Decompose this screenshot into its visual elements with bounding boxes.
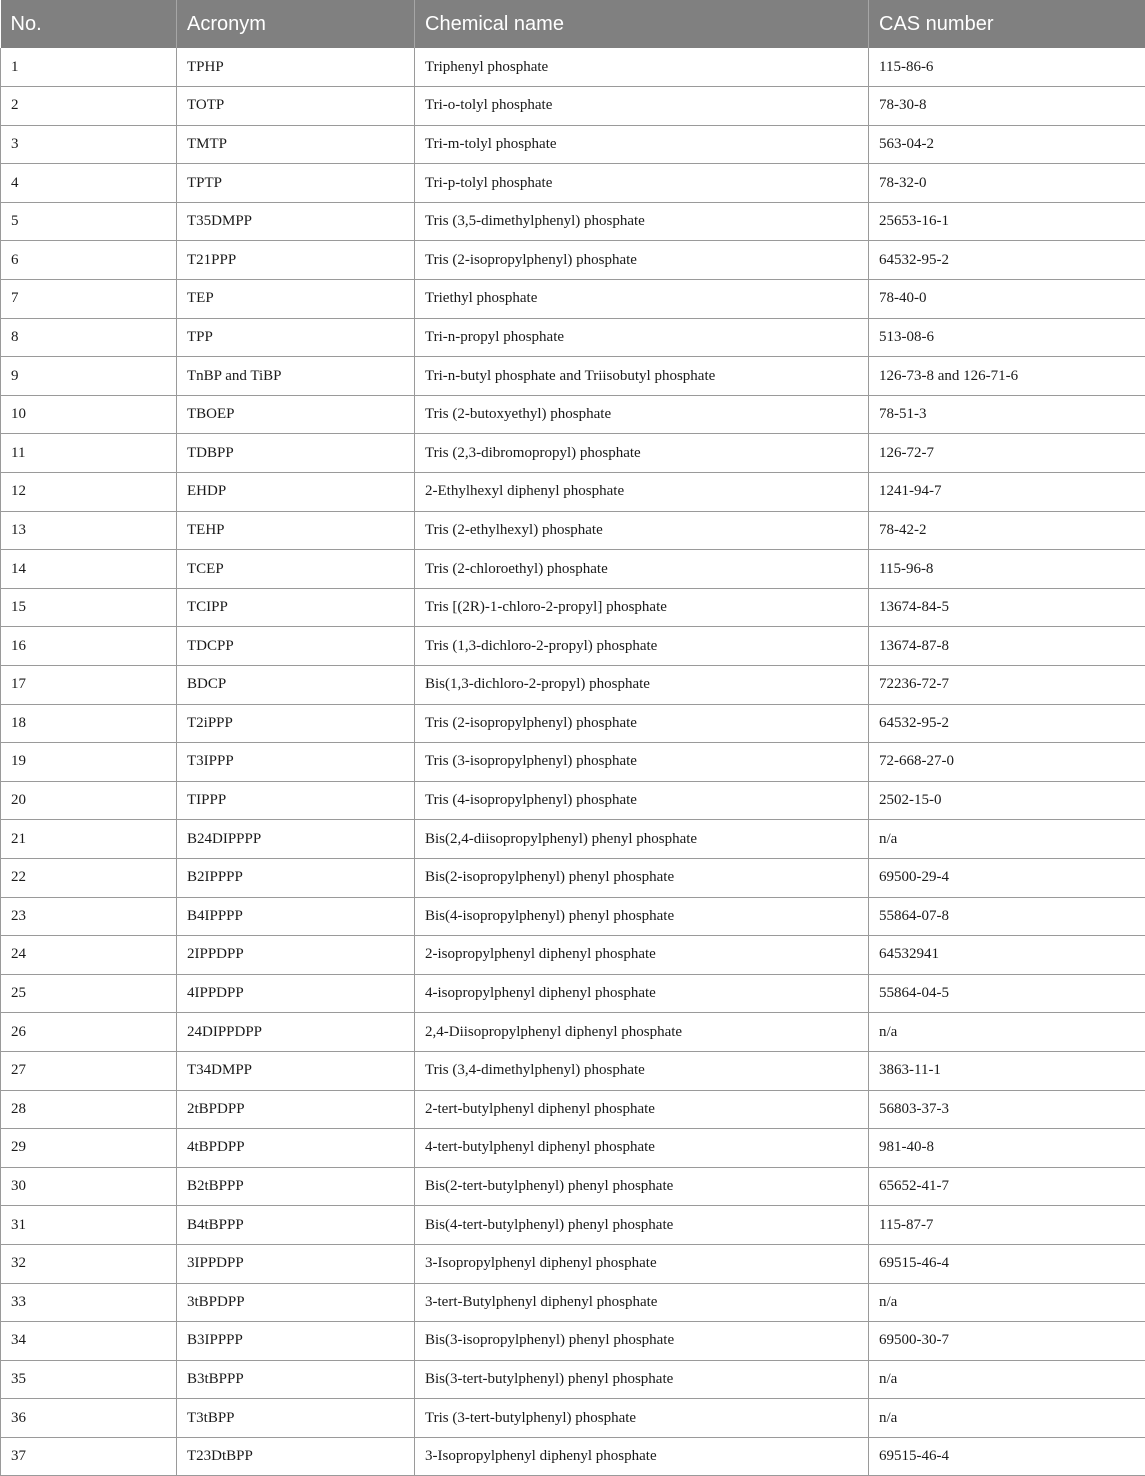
cell-cas-number: 78-30-8 [869,87,1145,126]
cell-acronym: TEHP [177,511,415,550]
cell-no: 32 [1,1244,177,1283]
cell-no: 18 [1,704,177,743]
table-row [1,202,1145,241]
cell-chemical-name: Bis(4-isopropylphenyl) phenyl phosphate [415,897,869,936]
table-row [1,357,1145,396]
header-cas-number: CAS number [869,0,1145,48]
cell-chemical-name: Tris (2-chloroethyl) phosphate [415,550,869,589]
table-row [1,511,1145,550]
table-row [1,858,1145,897]
cell-cas-number: 513-08-6 [869,318,1145,357]
cell-cas-number: 65652-41-7 [869,1167,1145,1206]
cell-no: 30 [1,1167,177,1206]
cell-no: 6 [1,241,177,280]
cell-acronym: T23DtBPP [177,1437,415,1476]
cell-acronym: B3IPPPP [177,1322,415,1361]
cell-cas-number: 69515-46-4 [869,1437,1145,1476]
cell-no: 37 [1,1437,177,1476]
cell-chemical-name: Tri-n-propyl phosphate [415,318,869,357]
cell-chemical-name: 3-Isopropylphenyl diphenyl phosphate [415,1437,869,1476]
cell-chemical-name: Tris (2,3-dibromopropyl) phosphate [415,434,869,473]
cell-acronym: T34DMPP [177,1051,415,1090]
cell-acronym: T2iPPP [177,704,415,743]
cell-chemical-name: Tris (2-ethylhexyl) phosphate [415,511,869,550]
cell-cas-number: 981-40-8 [869,1129,1145,1168]
cell-no: 29 [1,1129,177,1168]
cell-acronym: 3tBPDPP [177,1283,415,1322]
cell-chemical-name: Bis(1,3-dichloro-2-propyl) phosphate [415,666,869,705]
cell-acronym: TDCPP [177,627,415,666]
cell-no: 19 [1,743,177,782]
table-row [1,87,1145,126]
cell-acronym: TBOEP [177,395,415,434]
cell-cas-number: 72236-72-7 [869,666,1145,705]
cell-acronym: TPHP [177,48,415,87]
cell-cas-number: 78-32-0 [869,164,1145,203]
cell-no: 11 [1,434,177,473]
cell-acronym: 3IPPDPP [177,1244,415,1283]
cell-chemical-name: Tris (4-isopropylphenyl) phosphate [415,781,869,820]
table-row [1,1399,1145,1438]
cell-acronym: 2tBPDPP [177,1090,415,1129]
cell-no: 16 [1,627,177,666]
table-row [1,936,1145,975]
cell-chemical-name: Tri-m-tolyl phosphate [415,125,869,164]
cell-cas-number: 78-51-3 [869,395,1145,434]
cell-cas-number: 563-04-2 [869,125,1145,164]
cell-no: 36 [1,1399,177,1438]
cell-chemical-name: 2-tert-butylphenyl diphenyl phosphate [415,1090,869,1129]
header-row [1,0,1145,48]
cell-cas-number: 13674-87-8 [869,627,1145,666]
cell-cas-number: 72-668-27-0 [869,743,1145,782]
cell-acronym: T21PPP [177,241,415,280]
cell-no: 26 [1,1013,177,1052]
table-row [1,704,1145,743]
cell-acronym: 24DIPPDPP [177,1013,415,1052]
cell-chemical-name: Tris (2-isopropylphenyl) phosphate [415,241,869,280]
cell-chemical-name: 2,4-Diisopropylphenyl diphenyl phosphate [415,1013,869,1052]
table-row [1,164,1145,203]
cell-no: 14 [1,550,177,589]
cell-chemical-name: 2-isopropylphenyl diphenyl phosphate [415,936,869,975]
cell-no: 23 [1,897,177,936]
cell-cas-number: 69515-46-4 [869,1244,1145,1283]
cell-cas-number: 55864-07-8 [869,897,1145,936]
cell-no: 22 [1,858,177,897]
cell-cas-number: n/a [869,1360,1145,1399]
cell-cas-number: 64532-95-2 [869,241,1145,280]
cell-no: 5 [1,202,177,241]
cell-no: 8 [1,318,177,357]
table-row [1,550,1145,589]
cell-chemical-name: Tri-n-butyl phosphate and Triisobutyl phosphate [415,357,869,396]
cell-no: 1 [1,48,177,87]
cell-chemical-name: Tris (2-butoxyethyl) phosphate [415,395,869,434]
cell-chemical-name: Tris (3,4-dimethylphenyl) phosphate [415,1051,869,1090]
table-row [1,1129,1145,1168]
table-row [1,1437,1145,1476]
cell-no: 12 [1,473,177,512]
cell-no: 7 [1,280,177,319]
cell-chemical-name: Tris (2-isopropylphenyl) phosphate [415,704,869,743]
cell-no: 28 [1,1090,177,1129]
cell-no: 24 [1,936,177,975]
cell-acronym: TDBPP [177,434,415,473]
cell-cas-number: 13674-84-5 [869,588,1145,627]
cell-acronym: B24DIPPPP [177,820,415,859]
cell-chemical-name: Bis(4-tert-butylphenyl) phenyl phosphate [415,1206,869,1245]
table-row [1,318,1145,357]
cell-chemical-name: Tris (3-tert-butylphenyl) phosphate [415,1399,869,1438]
cell-acronym: TnBP and TiBP [177,357,415,396]
cell-acronym: TIPPP [177,781,415,820]
cell-chemical-name: Triethyl phosphate [415,280,869,319]
cell-no: 4 [1,164,177,203]
table-row [1,48,1145,87]
cell-acronym: T3IPPP [177,743,415,782]
table-row [1,820,1145,859]
cell-acronym: TEP [177,280,415,319]
table-row [1,1283,1145,1322]
cell-no: 13 [1,511,177,550]
header-no: No. [1,0,177,48]
table-row [1,897,1145,936]
table-row [1,666,1145,705]
table-row [1,974,1145,1013]
cell-acronym: B2IPPPP [177,858,415,897]
cell-acronym: TCEP [177,550,415,589]
cell-cas-number: 64532-95-2 [869,704,1145,743]
cell-acronym: B2tBPPP [177,1167,415,1206]
cell-chemical-name: 4-tert-butylphenyl diphenyl phosphate [415,1129,869,1168]
cell-cas-number: 64532941 [869,936,1145,975]
cell-cas-number: n/a [869,1013,1145,1052]
cell-no: 15 [1,588,177,627]
table-row [1,1244,1145,1283]
cell-chemical-name: 4-isopropylphenyl diphenyl phosphate [415,974,869,1013]
cell-cas-number: 25653-16-1 [869,202,1145,241]
table-row [1,1206,1145,1245]
header-acronym: Acronym [177,0,415,48]
cell-acronym: 4tBPDPP [177,1129,415,1168]
table-row [1,1013,1145,1052]
cell-cas-number: n/a [869,1283,1145,1322]
cell-chemical-name: 2-Ethylhexyl diphenyl phosphate [415,473,869,512]
cell-chemical-name: Tris (3,5-dimethylphenyl) phosphate [415,202,869,241]
cell-cas-number: 115-87-7 [869,1206,1145,1245]
cell-no: 2 [1,87,177,126]
cell-no: 10 [1,395,177,434]
cell-chemical-name: Bis(3-isopropylphenyl) phenyl phosphate [415,1322,869,1361]
cell-no: 31 [1,1206,177,1245]
cell-acronym: T3tBPP [177,1399,415,1438]
cell-no: 17 [1,666,177,705]
table-row [1,1051,1145,1090]
cell-acronym: EHDP [177,473,415,512]
cell-cas-number: n/a [869,820,1145,859]
cell-acronym: TOTP [177,87,415,126]
cell-no: 20 [1,781,177,820]
cell-chemical-name: Tris [(2R)-1-chloro-2-propyl] phosphate [415,588,869,627]
table-row [1,280,1145,319]
cell-cas-number: 56803-37-3 [869,1090,1145,1129]
cell-cas-number: 55864-04-5 [869,974,1145,1013]
table-row [1,743,1145,782]
cell-chemical-name: Bis(3-tert-butylphenyl) phenyl phosphate [415,1360,869,1399]
table-row [1,1167,1145,1206]
cell-chemical-name: 3-tert-Butylphenyl diphenyl phosphate [415,1283,869,1322]
table-row [1,125,1145,164]
header-chemical-name: Chemical name [415,0,869,48]
cell-acronym: B4tBPPP [177,1206,415,1245]
cell-cas-number: 78-40-0 [869,280,1145,319]
cell-no: 21 [1,820,177,859]
table-row [1,434,1145,473]
cell-cas-number: 1241-94-7 [869,473,1145,512]
cell-acronym: TPTP [177,164,415,203]
cell-no: 3 [1,125,177,164]
cell-chemical-name: Tri-o-tolyl phosphate [415,87,869,126]
table-row [1,1360,1145,1399]
table-body [1,48,1145,1476]
table-row [1,627,1145,666]
cell-cas-number: 69500-29-4 [869,858,1145,897]
cell-no: 34 [1,1322,177,1361]
cell-cas-number: 115-86-6 [869,48,1145,87]
table-row [1,781,1145,820]
table-row [1,1322,1145,1361]
cell-cas-number: 69500-30-7 [869,1322,1145,1361]
cell-no: 25 [1,974,177,1013]
cell-acronym: B4IPPPP [177,897,415,936]
table-header [1,0,1145,48]
cell-cas-number: 115-96-8 [869,550,1145,589]
cell-chemical-name: Triphenyl phosphate [415,48,869,87]
cell-cas-number: 126-72-7 [869,434,1145,473]
cell-acronym: TMTP [177,125,415,164]
cell-cas-number: 2502-15-0 [869,781,1145,820]
cell-chemical-name: Bis(2-tert-butylphenyl) phenyl phosphate [415,1167,869,1206]
cell-cas-number: n/a [869,1399,1145,1438]
cell-acronym: T35DMPP [177,202,415,241]
cell-chemical-name: Tris (1,3-dichloro-2-propyl) phosphate [415,627,869,666]
cell-acronym: B3tBPPP [177,1360,415,1399]
cell-acronym: TPP [177,318,415,357]
cell-no: 27 [1,1051,177,1090]
cell-cas-number: 126-73-8 and 126-71-6 [869,357,1145,396]
cell-cas-number: 78-42-2 [869,511,1145,550]
cell-no: 35 [1,1360,177,1399]
table-row [1,588,1145,627]
cell-chemical-name: Bis(2,4-diisopropylphenyl) phenyl phosphate [415,820,869,859]
cell-acronym: TCIPP [177,588,415,627]
table-row [1,395,1145,434]
cell-chemical-name: 3-Isopropylphenyl diphenyl phosphate [415,1244,869,1283]
cell-chemical-name: Tri-p-tolyl phosphate [415,164,869,203]
cell-no: 9 [1,357,177,396]
cell-acronym: BDCP [177,666,415,705]
cell-acronym: 2IPPDPP [177,936,415,975]
cell-no: 33 [1,1283,177,1322]
cell-cas-number: 3863-11-1 [869,1051,1145,1090]
cell-chemical-name: Tris (3-isopropylphenyl) phosphate [415,743,869,782]
table-row [1,473,1145,512]
cell-acronym: 4IPPDPP [177,974,415,1013]
cell-chemical-name: Bis(2-isopropylphenyl) phenyl phosphate [415,858,869,897]
table-row [1,241,1145,280]
table-row [1,1090,1145,1129]
